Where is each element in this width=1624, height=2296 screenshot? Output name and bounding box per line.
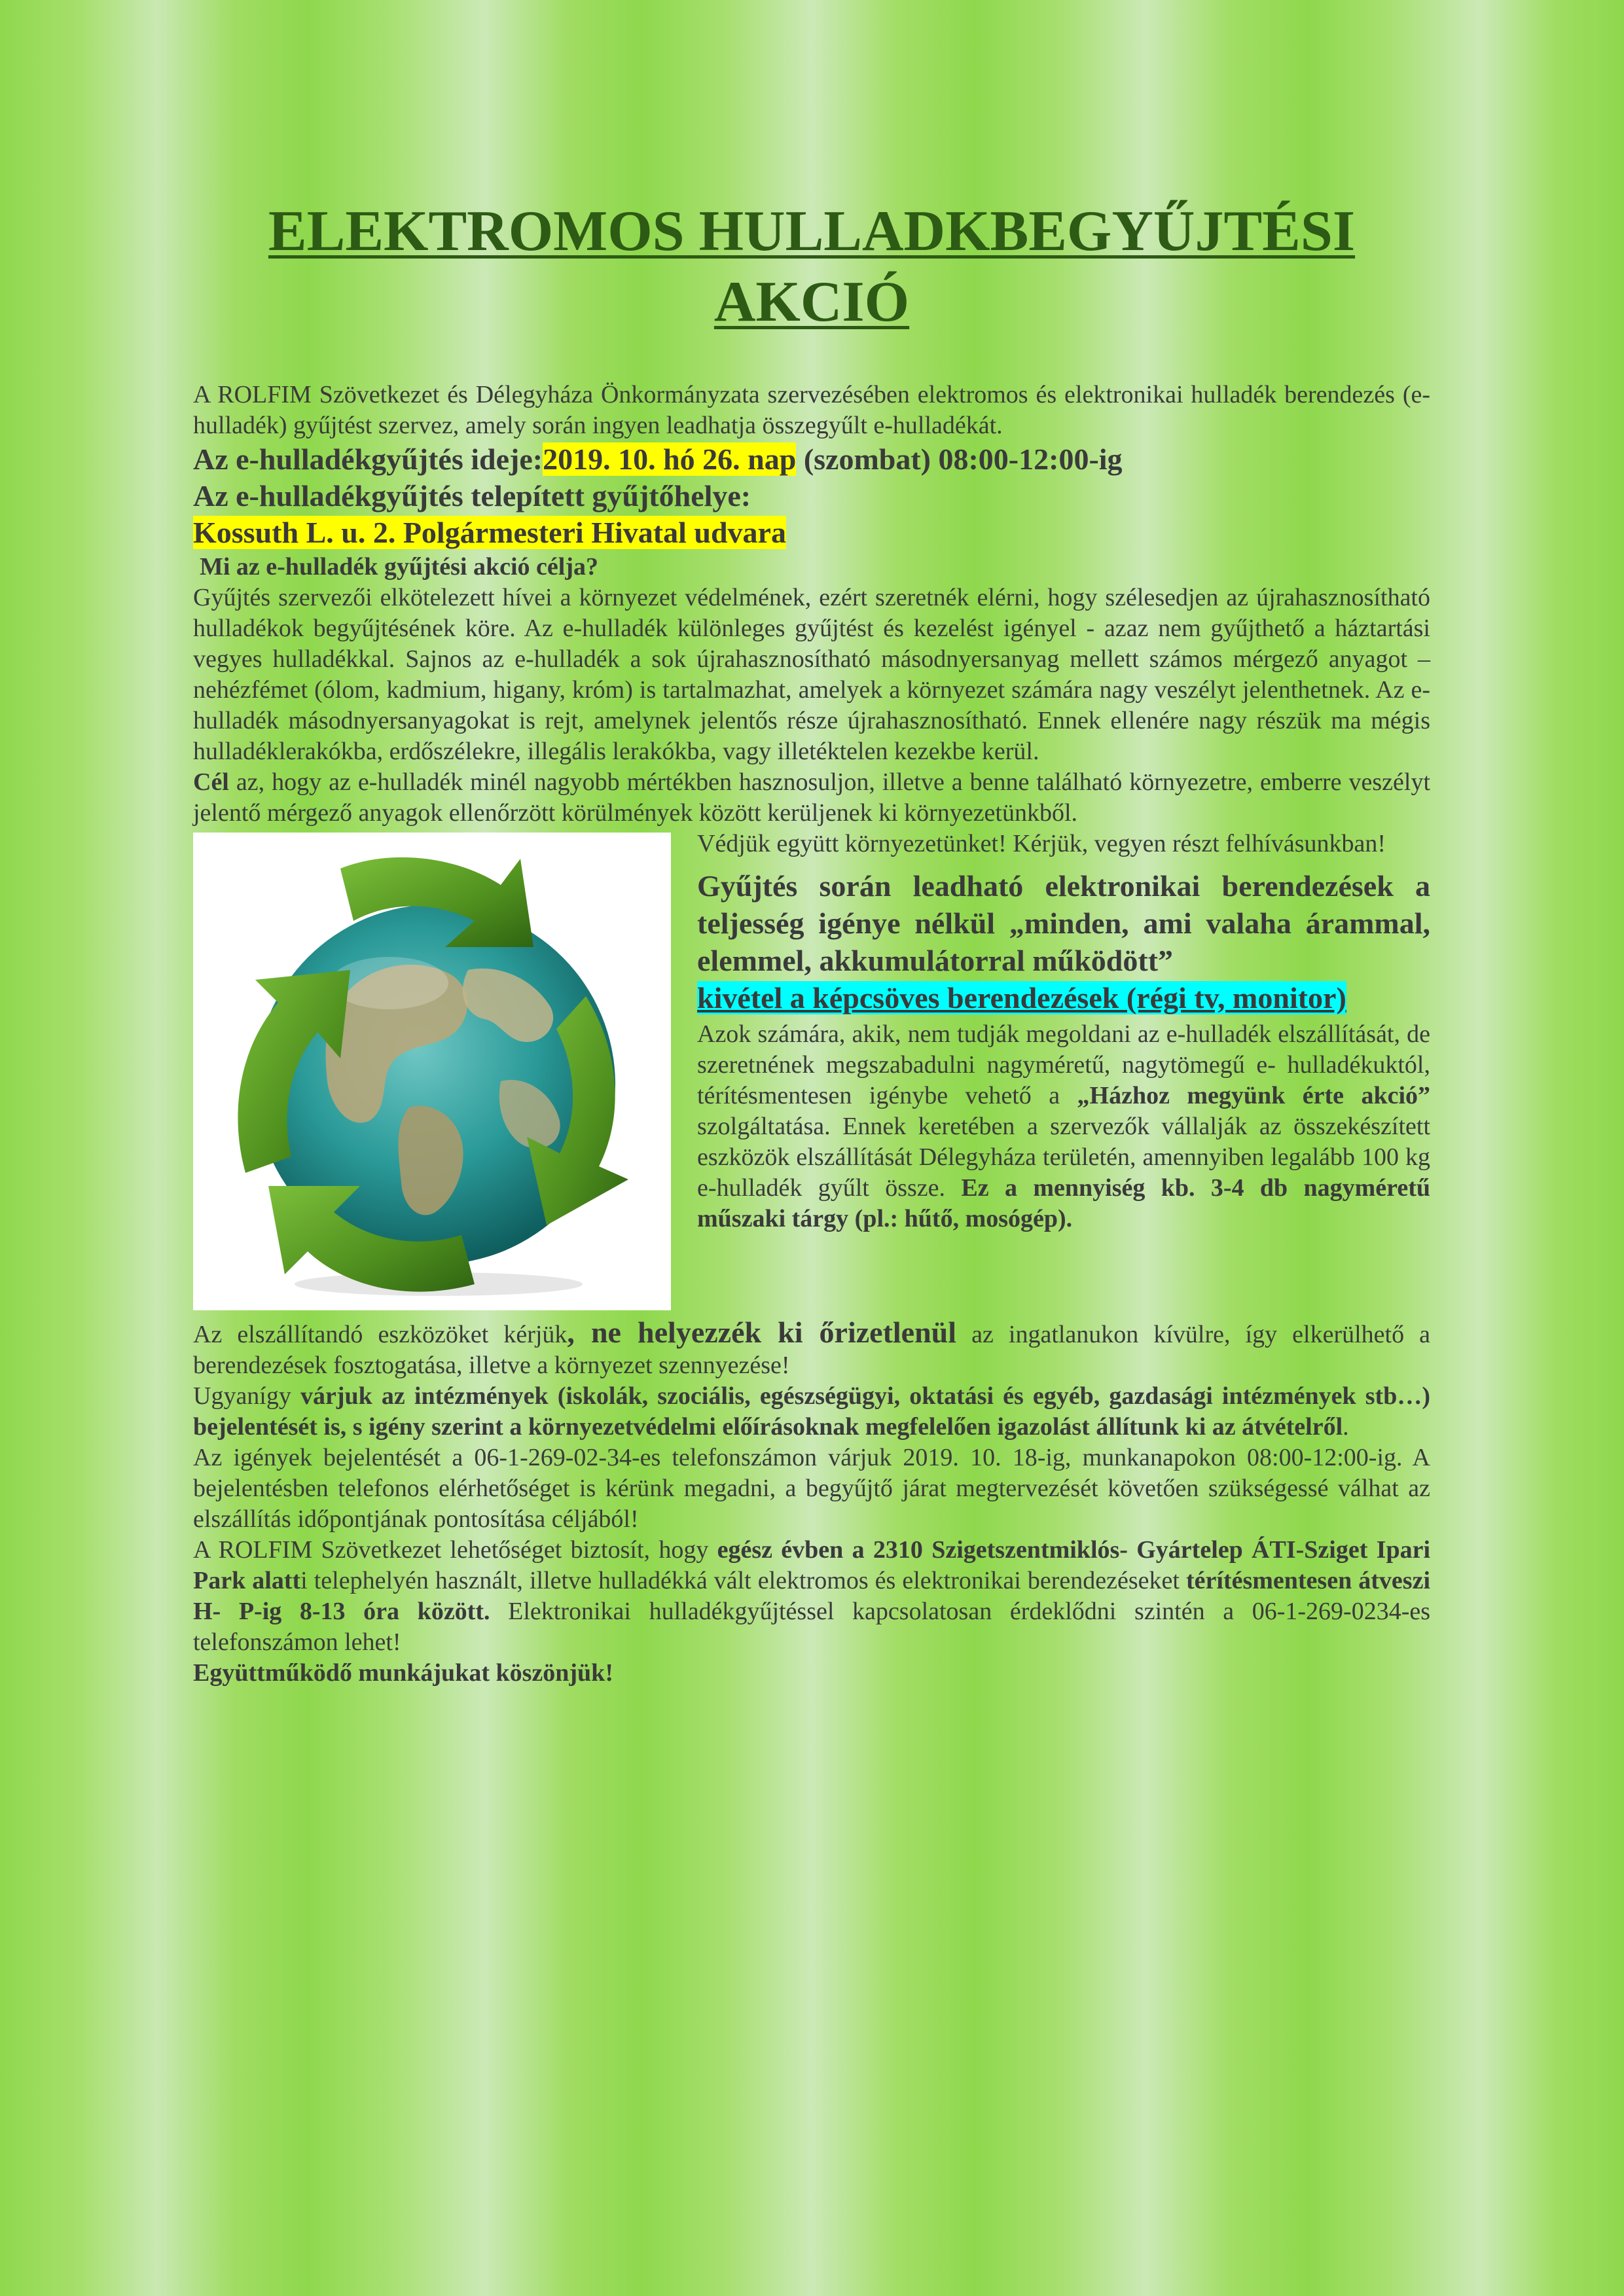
home-text-2: szolgáltatása. Ennek keretében a szervezők vállalják az összekészített eszközök elszállítását Délegyháza területén, amennyiben legalább 100 kg e-hulladék gyűlt össze. [697,1113,1430,1202]
time-rest: (szombat) 08:00-12:00-ig [796,442,1123,476]
time-label: Az e-hulladékgyűjtés ideje: [193,442,543,476]
leave-text-1: Az elszállítandó eszközöket kérjük [193,1321,568,1348]
cel-paragraph-first [193,767,1430,829]
home-action-name: „Házhoz megyünk érte akció” [1077,1082,1431,1109]
earth-recycle-image [193,833,671,1310]
year-location: egész évben a 2310 Szigetszentmiklós- Gyártelep ÁTI-Sziget Ipari Park alatt [193,1536,1431,1594]
recycling-globe-icon [193,833,671,1310]
home-quantity-note: Ez a mennyiség kb. 3-4 db nagyméretű műszaki tárgy (pl.: hűtő, mosógép). [697,1174,1431,1232]
thanks-line [193,1658,1430,1689]
place-value: Kossuth L. u. 2. Polgármesteri Hivatal udvara [193,516,786,549]
title-line-2: AKCIÓ [713,270,910,334]
institutions-paragraph [193,1381,1430,1443]
year-text-1: A ROLFIM Szövetkezet lehetőséget biztosít, hogy [193,1536,717,1564]
year-round-paragraph [193,1535,1430,1658]
collection-place-label: Az e-hulladékgyűjtés telepített gyűjtőhelye: [193,479,751,512]
flyer-title [193,196,1430,338]
phone-paragraph: Az igények bejelentését a 06-1-269-02-34-es telefonszámon várjuk 2019. 10. 18-ig, munkanapokon 08:00-12:00-ig. A bejelentésben telefonos elérhetőséget is kérünk megadni, a begyűjtő járat megtervezését követően szükségessé válhat az elszállítás időpontjának pontosítása céljából! [193,1444,1430,1533]
leave-emphasis: , ne helyezzék ki őrizetlenül [567,1316,957,1349]
intro-paragraph: A ROLFIM Szövetkezet és Délegyháza Önkormányzata szervezésében elektromos és elektronikai hulladék berendezés (e-hulladék) gyűjtést szervez, amely során ingyen leadhatja összegyűlt e-hulladékát. [193,381,1430,439]
thanks-text: Együttműködő munkájukat köszönjük! [193,1659,613,1687]
goal-question: Mi az e-hulladék gyűjtési akció célja? [200,553,598,581]
home-text-1: Azok számára, akik, nem tudják megoldani az e-hulladék elszállítását, de szeretnének megszabadulni nagyméretű, nagytömegű e- hulladékuktól, térítésmentesen igénybe vehető a [697,1020,1430,1109]
cel-label: Cél [193,768,229,796]
inst-text-1: Ugyanígy [193,1382,300,1410]
flyer-page [193,196,1430,1689]
exception-text: kivétel a képcsöves berendezések (régi tv, monitor) [697,981,1346,1014]
leave-paragraph [193,1317,1430,1381]
protect-paragraph: Védjük együtt környezetünket! Kérjük, vegyen részt felhívásunkban! [697,830,1386,857]
items-paragraph: Gyűjtés során leadható elektronikai berendezések a teljesség igénye nélkül „minden, ami valaha árammal, elemmel, akkumulátorral működött” [697,869,1430,977]
collection-place [193,514,1430,551]
leave-text-2: az ingatlanukon kívülre, így elkerülhető a berendezések fosztogatása, illetve a környezet szennyezése! [193,1321,1431,1379]
year-text-3: Elektronikai hulladékgyűjtéssel kapcsolatosan érdeklődni szintén a 06-1-269-0234-es telefonszámon lehet! [193,1598,1431,1656]
inst-bold: várjuk az intézmények (iskolák, szociális, egészségügyi, oktatási és egyéb, gazdasági intézmények stb…) bejelentését is, s igény szerint a környezetvédelmi előírásoknak megfelelően igazolást állítunk ki az átvételről [193,1382,1430,1441]
cel-text: az, hogy az e-hulladék minél nagyobb mértékben hasznosuljon, illetve a benne található környezetre, emberre veszélyt jelentő mérgező anyagok ellenőrzött körülmények között kerüljenek ki környezetünkből. [193,768,1430,827]
time-date: 2019. 10. hó 26. nap [543,442,797,476]
inst-text-2: . [1343,1413,1349,1441]
collection-time [193,441,1430,478]
title-line-1: ELEKTROMOS HULLADKBEGYŰJTÉSI [268,200,1356,263]
goal-paragraph: Gyűjtés szervezői elkötelezett hívei a környezet védelmének, ezért szeretnék elérni, hogy szélesedjen az újrahasznosítható hulladékok begyűjtésének köre. Az e-hulladék különleges gyűjtést és kezelést igényel - azaz nem gyűjthető a háztartási vegyes hulladékkal. Sajnos az e-hulladék a sok újrahasznosítható másodnyersanyag mellett számos mérgező anyagot – nehézfémet (ólom, kadmium, higany, króm) is tartalmazhat, amelyek a környezet számára nagy veszélyt jelenthetnek. Az e-hulladék másodnyersanyagokat is rejt, amelynek jelentős része újrahasznosítható. Ennek ellenére nagy részük ma mégis hulladéklerakókba, erdőszélekre, illegális lerakókba, vagy illetéktelen kezekbe kerül. [193,584,1430,765]
year-hours: térítésmentesen átveszi H- P-ig 8-13 óra között. [193,1567,1430,1625]
year-text-2: i telephelyén használt, illetve hulladékká vált elektromos és elektronikai berendezéseket [300,1567,1186,1594]
